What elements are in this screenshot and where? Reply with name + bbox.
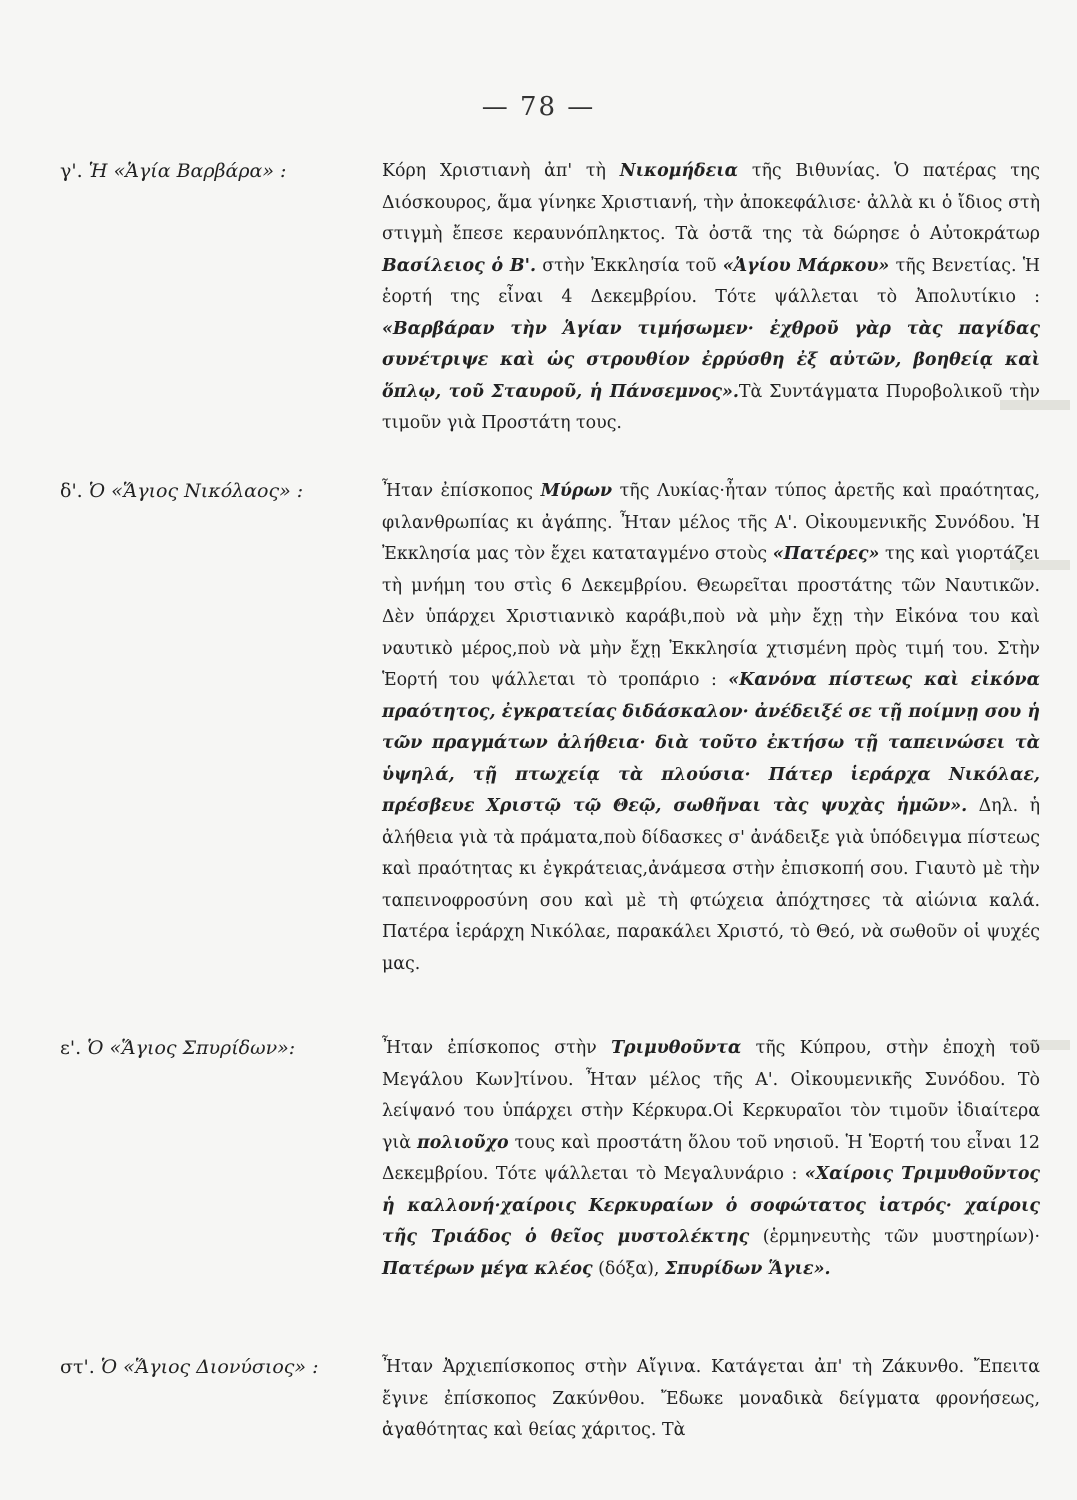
entry-marker: ε'. xyxy=(60,1037,82,1059)
troparion-hymn: «Κανόνα πίστεως καὶ εἰκόνα πραότητος, ἐγκρατείας διδάσκαλον· ἀνέδειξέ σε τῇ ποίμνῃ σου ἡ τῶν πραγμάτων ἀλήθεια· διὰ τοῦτο ἐκτήσω τῇ ταπεινώσει τὰ ὑψηλά, τῇ πτωχείᾳ τὰ πλούσια· Πάτερ ἱεράρχα Νικόλαε, πρέσβευε Χριστῷ τῷ Θεῷ, σωθῆναι τὰς ψυχὰς ἡμῶν». xyxy=(382,670,1040,816)
entry-label xyxy=(60,156,380,186)
entry-label xyxy=(60,1352,380,1382)
text-run: (δόξα), xyxy=(598,1258,660,1279)
text-run: Ἦταν ἐπίσκοπος στὴν xyxy=(382,1038,597,1058)
entry-label xyxy=(60,476,380,506)
entry-text xyxy=(382,476,1040,980)
fathers-term: «Πατέρες» xyxy=(772,544,880,564)
entry-text xyxy=(382,156,1040,440)
entry-text xyxy=(382,1033,1040,1285)
text-run: τῆς Κύπρου, στὴν ἐποχὴ τοῦ Μεγάλου Κων]τίνου. Ἦταν μέλος τῆς Α'. Οἰκουμενικῆς Συνόδου. Τὸ λείψανό του ὑπάρχει στὴν Κέρκυρα.Οἱ Κερκυραῖοι τὸν τιμοῦν ἰδιαίτερα γιὰ xyxy=(382,1038,1041,1153)
megalynarion-hymn: «Χαίροις Τριμυθοῦντος ἡ καλλονή·χαίροις Κερκυραίων ὁ σοφώτατος ἰατρός· χαίροις τῆς Τριάδος ὁ θεῖος μυστολέκτης xyxy=(382,1164,1041,1247)
entry-marker: δ'. xyxy=(60,480,83,502)
text-run: Ἦταν ἐπίσκοπος xyxy=(382,481,534,501)
text-run: τῆς Βενετίας. Ἡ ἑορτή της εἶναι 4 Δεκεμβρίου. Τότε ψάλλεται τὸ Ἀπολυτίκιο : xyxy=(382,255,1041,307)
emperor-name: Βασίλειος ὁ Β'. xyxy=(382,255,536,276)
saint-name: Ὁ «Ἅγιος Νικόλαος» : xyxy=(88,480,304,502)
text-run: Τὰ Συντάγματα Πυροβολικοῦ τὴν τιμοῦν γιὰ Προστάτη τους. xyxy=(382,381,1041,433)
entry-text xyxy=(382,1352,1040,1447)
text-run: στὴν Ἐκκλησία τοῦ xyxy=(542,255,717,276)
text-run: Δηλ. ἡ ἀλήθεια γιὰ τὰ πράματα,ποὺ δίδασκες σ' ἀνάδειξε γιὰ ὑπόδειγμα πίστεως καὶ πραότητας κι ἐγκράτειας,ἀνάμεσα στὴν ἐπισκοπή σου. Γιαυτὸ μὲ τὴν ταπεινοφροσύνη σου καὶ μὲ τὴ φτώχεια ἀπόχτησες τὰ αἰώνια καλά. Πατέρα ἱεράρχη Νικόλαε, παρακάλει Χριστό, τὸ Θεό, νὰ σωθοῦν οἱ ψυχές μας. xyxy=(382,796,1040,974)
megalynarion-hymn: Πατέρων μέγα κλέος xyxy=(382,1258,593,1279)
text-run: (ἑρμηνευτὴς τῶν μυστηρίων)· xyxy=(762,1227,1040,1247)
text-run: τῆς Βιθυνίας. Ὁ πατέρας της Διόσκουρος, ἅμα γίνηκε Χριστιανή, τὴν ἀποκεφάλισε· ἀλλὰ κι ὁ ἴδιος στὴ στιγμὴ ἔπεσε κεραυνόπληκτος. Τὰ ὀστᾶ της τὰ δώρησε ὁ Αὐτοκράτωρ xyxy=(382,161,1041,244)
entry-marker: στ'. xyxy=(60,1356,95,1378)
saint-name: Ἡ «Ἁγία Βαρβάρα» : xyxy=(88,160,287,182)
entry-marker: γ'. xyxy=(60,160,83,182)
text-run: της καὶ γιορτάζει τὴ μνήμη του στὶς 6 Δεκεμβρίου. Θεωρεῖται προστάτης τῶν Ναυτικῶν. Δὲν ὑπάρχει Χριστιανικὸ καράβι,ποὺ νὰ μὴν ἔχῃ τὴν Εἰκόνα του καὶ ναυτικὸ μέρος,ποὺ νὰ μὴν ἔχῃ Ἐκκλησία χτισμένη πρὸς τιμή του. Στὴν Ἑορτή του ψάλλεται τὸ τροπάριο : xyxy=(382,544,1040,690)
text-run: Κόρη Χριστιανὴ ἀπ' τὴ xyxy=(382,161,606,181)
text-run: τῆς Λυκίας·ἦταν τύπος ἀρετῆς καὶ πραότητας, φιλανθρωπίας κι ἀγάπης. Ἦταν μέλος τῆς Α'. Οἰκουμενικῆς Συνόδου. Ἡ Ἐκκλησία μας τὸν ἔχει καταταγμένο στοὺς xyxy=(382,481,1041,564)
entry-label xyxy=(60,1033,380,1063)
text-run: Ἦταν Ἀρχιεπίσκοπος στὴν Αἴγινα. Κατάγεται ἀπ' τὴ Ζάκυνθο. Ἔπειτα ἔγινε ἐπίσκοπος Ζακύνθου. Ἔδωκε μοναδικὰ δείγματα φρονήσεως, ἀγαθότητας καὶ θείας χάριτος. Τὰ xyxy=(382,1357,1040,1440)
saint-name: Ὁ «Ἅγιος Σπυρίδων»: xyxy=(87,1037,296,1059)
patron-term: πολιοῦχο xyxy=(417,1132,509,1153)
church-name: «Ἁγίου Μάρκου» xyxy=(722,255,890,276)
page-number: — 78 — xyxy=(481,92,596,122)
place-name: Τριμυθοῦντα xyxy=(611,1038,742,1058)
place-name: Μύρων xyxy=(540,481,613,501)
text-run: τους καὶ προστάτη ὅλου τοῦ νησιοῦ. Ἡ Ἑορτή του εἶναι 12 Δεκεμβρίου. Τότε ψάλλεται τὸ Μεγαλυνάριο : xyxy=(382,1132,1040,1184)
saint-name: Ὁ «Ἅγιος Διονύσιος» : xyxy=(100,1356,319,1378)
place-name: Νικομήδεια xyxy=(619,161,739,181)
megalynarion-hymn: Σπυρίδων Ἅγιε». xyxy=(664,1258,831,1279)
apolytikion-hymn: «Βαρβάραν τὴν Ἁγίαν τιμήσωμεν· ἐχθροῦ γὰρ τὰς παγίδας συνέτριψε καὶ ὡς στρουθίον ἐρρύσθη ἐξ αὐτῶν, βοηθείᾳ καὶ ὅπλῳ, τοῦ Σταυροῦ, ἡ Πάνσεμνος». xyxy=(382,318,1040,402)
